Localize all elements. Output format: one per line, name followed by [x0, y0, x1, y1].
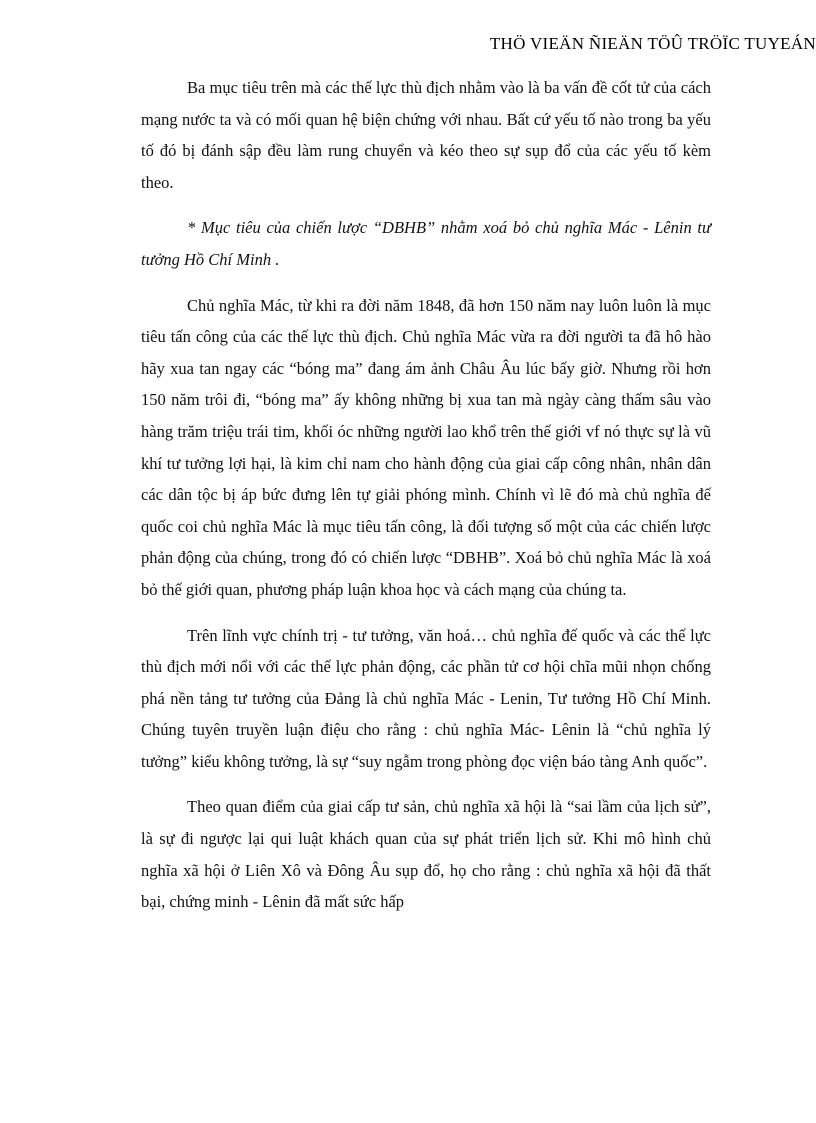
paragraph-2-italic-heading: * Mục tiêu của chiến lược “DBHB” nhằm xoá bỏ chủ nghĩa Mác - Lênin tư tưởng Hồ Chí Minh . — [141, 218, 711, 269]
page-header: THÖ VIEÄN ÑIEÄN TÖÛ TRÖÏC TUYEÁN — [489, 34, 816, 53]
paragraph-3: Chủ nghĩa Mác, từ khi ra đời năm 1848, đã hơn 150 năm nay luôn luôn là mục tiêu tấn công của các thế lực thù địch. Chủ nghĩa Mác vừa ra đời người ta đã hô hào hãy xua tan ngay các “bóng ma” đang ám ảnh Châu Âu lúc bấy giờ. Nhưng rồi hơn 150 năm trôi đi, “bóng ma” ấy không những bị xua tan mà ngày càng thấm sâu vào hàng trăm triệu trái tim, khối óc những người lao khổ trên thế giới vf nó thực sự là vũ khí tư tưởng lợi hại, là kim chỉ nam cho hành động của giai cấp công nhân, nhân dân các dân tộc bị áp bức đưng lên tự giải phóng mình. Chính vì lẽ đó mà chủ nghĩa đế quốc coi chủ nghĩa Mác là mục tiêu tấn công, là đối tượng số một của các chiến lược phản động của chúng, trong đó có chiến lược “DBHB”. Xoá bỏ chủ nghĩa Mác là xoá bỏ thế giới quan, phương pháp luận khoa học và cách mạng của chúng ta. — [141, 295, 711, 599]
paragraph-1: Ba mục tiêu trên mà các thế lực thù địch nhằm vào là ba vấn đề cốt tử của cách mạng nước ta và có mối quan hệ biện chứng với nhau. Bất cứ yếu tố nào trong ba yếu tố đó bị đánh sập đều làm rung chuyển và kéo theo sự sụp đổ của các yếu tố kèm theo. — [141, 78, 711, 192]
document-body — [141, 72, 711, 918]
paragraph-4: Trên lĩnh vực chính trị - tư tưởng, văn hoá… chủ nghĩa đế quốc và các thế lực thù địch mới nổi với các thế lực phản động, các phần tử cơ hội chĩa mũi nhọn chống phá nền tảng tư tưởng của Đảng là chủ nghĩa Mác - Lenin, Tư tưởng Hồ Chí Minh. Chúng tuyên truyền luận điệu cho rằng : chủ nghĩa Mác- Lênin là “chủ nghĩa lý tưởng” kiểu không tưởng, là sự “suy ngẫm trong phòng đọc viện báo tàng Anh quốc”. — [141, 625, 711, 771]
paragraph-5: Theo quan điểm của giai cấp tư sản, chủ nghĩa xã hội là “sai lầm của lịch sử”, là sự đi ngược lại qui luật khách quan của sự phát triển lịch sử. Khi mô hình chủ nghĩa xã hội ở Liên Xô và Đông Âu sụp đổ, họ cho rằng : chủ nghĩa xã hội đã thất bại, chứng minh - Lênin đã mất sức hấp — [141, 797, 711, 912]
